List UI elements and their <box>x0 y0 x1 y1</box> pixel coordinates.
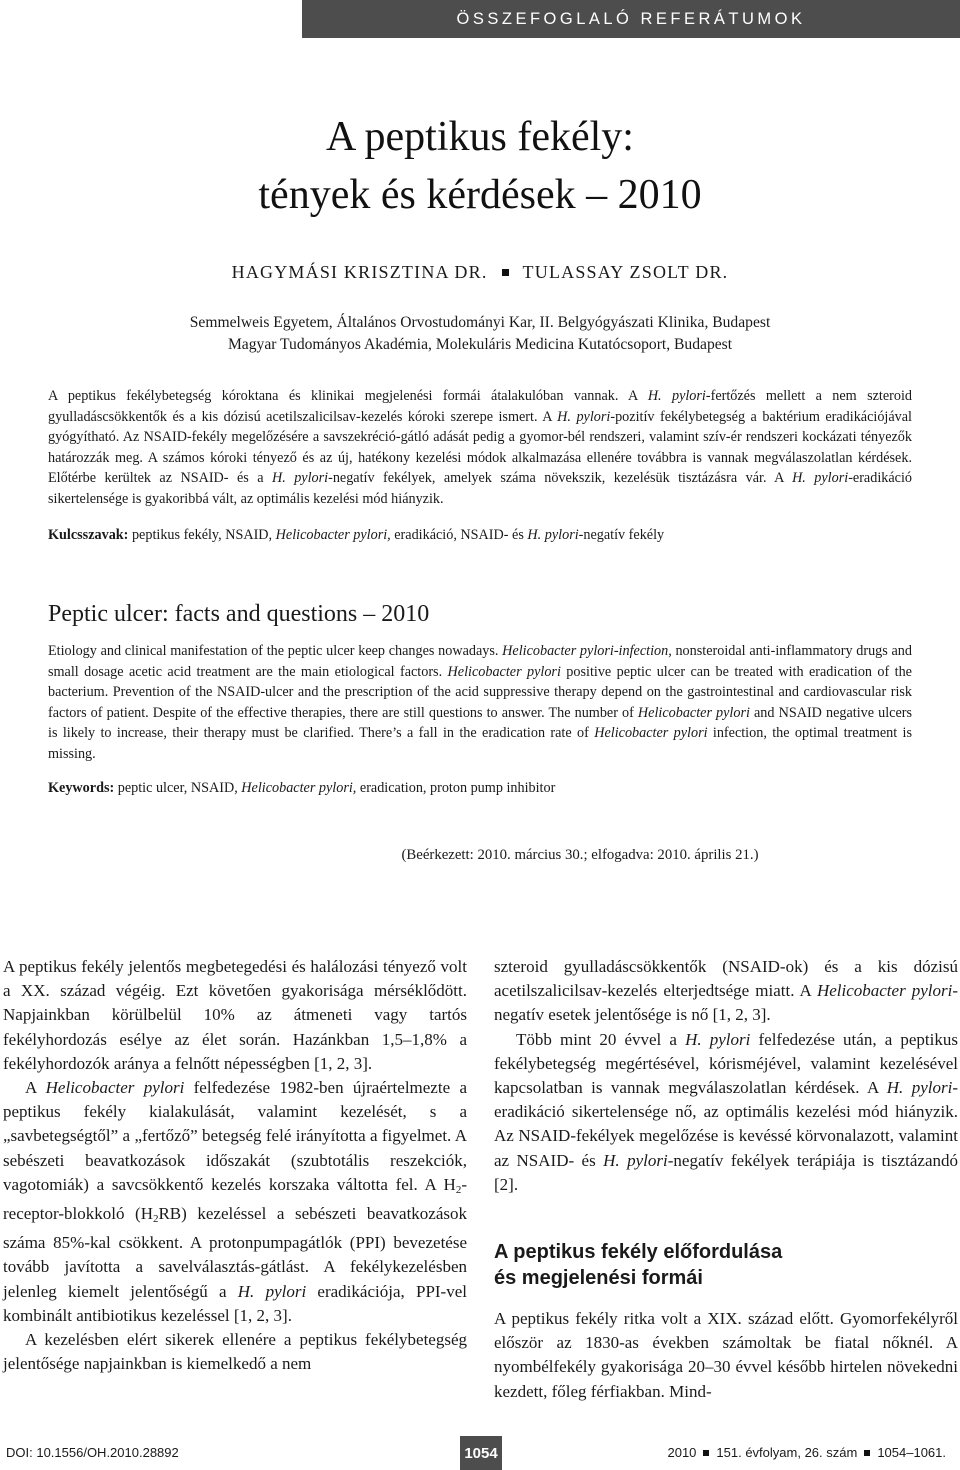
author-2: TULASSAY ZSOLT DR. <box>522 262 729 282</box>
affiliation-1: Semmelweis Egyetem, Általános Orvostudományi Kar, II. Belgyógyászati Klinika, Budapest <box>189 314 771 331</box>
english-title: Peptic ulcer: facts and questions – 2010 <box>48 601 430 627</box>
text: Több mint 20 évvel a <box>516 1029 686 1049</box>
received-accepted-dates: (Beérkezett: 2010. március 30.; elfogadva: 2010. április 21.) <box>401 847 759 863</box>
section-header-band <box>302 0 960 38</box>
keywords-text: eradication, proton pump inhibitor <box>356 780 556 796</box>
square-bullet-icon <box>864 1450 870 1456</box>
keywords-text: peptic ulcer, NSAID, <box>114 780 242 796</box>
paragraph <box>494 1028 958 1197</box>
text: A <box>25 1078 46 1098</box>
keywords-text: -negatív fekély <box>578 527 665 543</box>
abstract-text: -fertőzés mellett a nem szteroid gyulladáscsökkentők és a kis dózisú acetilszalicilsav-kezelés kóroki szerepe ismert. A <box>48 388 912 425</box>
citation-year: 2010 <box>667 1445 697 1460</box>
subscript: 2 <box>152 1213 159 1226</box>
text: -receptor-blokkoló (H <box>3 1174 467 1224</box>
body-column-right <box>494 955 958 1404</box>
keywords-text: eradikáció, NSAID- és <box>390 527 528 543</box>
citation-volume: 151. évfolyam, 26. szám <box>716 1445 858 1460</box>
square-bullet-icon <box>703 1450 709 1456</box>
italic-text: Helicobacter pylori <box>45 1078 185 1098</box>
affiliation-2: Magyar Tudományos Akadémia, Molekuláris Medicina Kutatócsoport, Budapest <box>227 336 733 353</box>
title-line-1: A peptikus fekély: <box>326 114 634 160</box>
text: -negatív fekélyek terápiája is tisztázandó [2]. <box>494 1150 958 1194</box>
abstract-text: infection, the optimal treatment is missing. <box>48 725 913 762</box>
text: -eradikáció sikertelensége nő, az optimális kezelési mód hiányzik. Az NSAID-fekélyek megelőzése is kevéssé körvonalazott, valamint az NSAID- és <box>494 1078 958 1170</box>
text: -negatív esetek jelentősége is nő [1, 2, 3]. <box>494 981 958 1025</box>
keywords-label: Kulcsszavak: <box>48 527 129 543</box>
citation-pages: 1054–1061. <box>877 1445 946 1460</box>
paragraph: A peptikus fekély jelentős megbetegedési és halálozási tényező volt a XX. század végéig. Ezt követően gyakorisága mérséklődött. Napjainkban körülbelül 10% az átmeneti vagy tartós fekélyhordozás esélye az élet során. Hazánkban 1,5–1,8% a fekélyhordozók aránya a felnőtt népességben [1, 2, 3]. <box>3 957 467 1073</box>
journal-citation <box>667 1445 946 1460</box>
italic-text: H. pylori <box>237 1281 307 1301</box>
abstract-italic: H. pylori <box>557 408 611 425</box>
section-heading-line-1: A peptikus fekély előfordulása <box>494 1241 783 1264</box>
abstract-italic: H. pylori <box>271 470 329 486</box>
abstract-text: Etiology and clinical manifestation of the peptic ulcer keep changes nowadays. <box>48 643 503 659</box>
keywords-italic: Helicobacter pylori, <box>241 780 357 796</box>
abstract-text: -pozitív fekélybetegség a baktérium eradikációjával gyógyítható. Az NSAID-fekély megelőzésére a savszekréció-gátló adását pedig a gyomor-bél rendszeri, valamint szív-ér rendszeri kockázati tényezők határozzák meg. A számos kóroki tényező és az új, hatékony kezelési módok alkalmazása ellenére továbbra is vannak megválaszolatlan kérdések. Előtérbe kerültek az NSAID- és a <box>48 408 913 486</box>
paragraph <box>494 955 958 1028</box>
keywords-italic: H. pylori <box>527 527 579 543</box>
italic-text: H. pylori <box>603 1150 668 1170</box>
keywords-text: peptikus fekély, NSAID, <box>128 527 276 543</box>
abstract-text: -eradikáció sikertelensége is gyakoribbá vált, az optimális kezelési mód hiányzik. <box>48 470 912 507</box>
text: RB) kezeléssel a sebészeti beavatkozások száma 85%-kal csökkent. A protonpumpagátlók (PPI) bevezetése tovább javította a savelválasztás-gátlást. A fekélykezelésben jelenleg kiemelt jelentőségű a <box>3 1204 467 1301</box>
body-column-left <box>3 955 467 1376</box>
keywords-label: Keywords: <box>48 780 115 796</box>
abstract-italic: H. pylori <box>647 388 706 404</box>
doi-link[interactable]: DOI: 10.1556/OH.2010.28892 <box>6 1445 179 1460</box>
square-bullet-icon <box>502 269 509 276</box>
abstract-english <box>48 641 912 764</box>
italic-text: H. pylori <box>685 1029 751 1049</box>
abstract-italic: Helicobacter pylori <box>594 725 708 741</box>
abstract-text: nonsteroidal anti-inflammatory drugs and small dosage acetic acid treatment are the main etiological factors. <box>48 643 912 680</box>
keywords-english <box>48 778 912 798</box>
paragraph: A peptikus fekély ritka volt a XIX. század előtt. Gyomorfekélyről először az 1830-as években számoltak be fiatal nőknél. A nyombélfekély gyakorisága 20–30 évvel később hirtelen növekedni kezdett, főleg férfiakban. Mind- <box>494 1309 958 1401</box>
article-title <box>0 108 960 224</box>
italic-text: Helicobacter pylori <box>816 981 953 1001</box>
section-heading-line-2: és megjelenési formái <box>494 1267 703 1290</box>
title-line-2: tények és kérdések – 2010 <box>258 172 702 218</box>
affiliations <box>0 312 960 356</box>
abstract-text: A peptikus fekélybetegség kóroktana és klinikai megjelenési formái átalakulóban vannak. A <box>48 388 648 404</box>
italic-text: H. pylori <box>886 1078 953 1098</box>
abstract-text: -negatív fekélyek, amelyek száma növekszik, kezelésük tisztázásra vár. A <box>328 470 793 486</box>
abstract-italic: Helicobacter pylori <box>447 663 561 680</box>
paragraph <box>3 1076 467 1328</box>
paragraph: A kezelésben elért sikerek ellenére a peptikus fekélybetegség jelentősége napjainkban is kiemelkedő a nem <box>3 1330 467 1374</box>
text: eradikációja, PPI-vel kombinált antibiotikus kezeléssel [1, 2, 3]. <box>3 1281 467 1325</box>
abstract-text: and NSAID negative ulcers is likely to increase, their therapy must be clarified. There’s a fall in the eradication rate of <box>48 704 912 741</box>
author-1: HAGYMÁSI KRISZTINA DR. <box>231 262 488 282</box>
page-number-box <box>460 1436 502 1470</box>
page-number: 1054 <box>464 1444 498 1462</box>
abstract-italic: Helicobacter pylori <box>637 704 750 721</box>
section-label: ÖSSZEFOGLALÓ REFERÁTUMOK <box>456 9 806 28</box>
section-heading <box>494 1239 958 1291</box>
text: felfedezése után, a peptikus fekélybetegség megértésével, kórisméjével, valamint kezelésével kapcsolatban is vannak megválaszolatlan kérdések. A <box>494 1029 958 1098</box>
keywords-italic: Helicobacter pylori, <box>275 527 391 543</box>
abstract-italic: H. pylori <box>792 470 849 486</box>
subscript: 2 <box>455 1183 462 1196</box>
abstract-italic: Helicobacter pylori-infection, <box>502 643 672 659</box>
keywords-hungarian <box>48 525 912 545</box>
text: szteroid gyulladáscsökkentők (NSAID-ok) és a kis dózisú acetilszalicilsav-kezelés elterjedtsége miatt. A <box>494 957 958 1001</box>
abstract-text: positive peptic ulcer can be treated with eradication of the bacterium. Prevention of the NSAID-ulcer and the prescription of the acid suppressive therapy depend on the gastrointestinal and cardiovascular risk factors of patient. Despite of the effective therapies, there are still questions to answer. The number of <box>48 663 912 721</box>
abstract-hungarian <box>48 386 912 509</box>
author-list <box>0 262 960 283</box>
text: felfedezése 1982-ben újraértelmezte a peptikus fekély kialakulását, valamint kezelését, s a „savbetegségtől” a „fertőző” betegség felé irányította a figyelmet. A sebészeti beavatkozások időszakát (szubtotális reszekciók, vagotomiák) a savcsökkentő kezelés korszaka váltotta fel. A H <box>3 1078 467 1194</box>
